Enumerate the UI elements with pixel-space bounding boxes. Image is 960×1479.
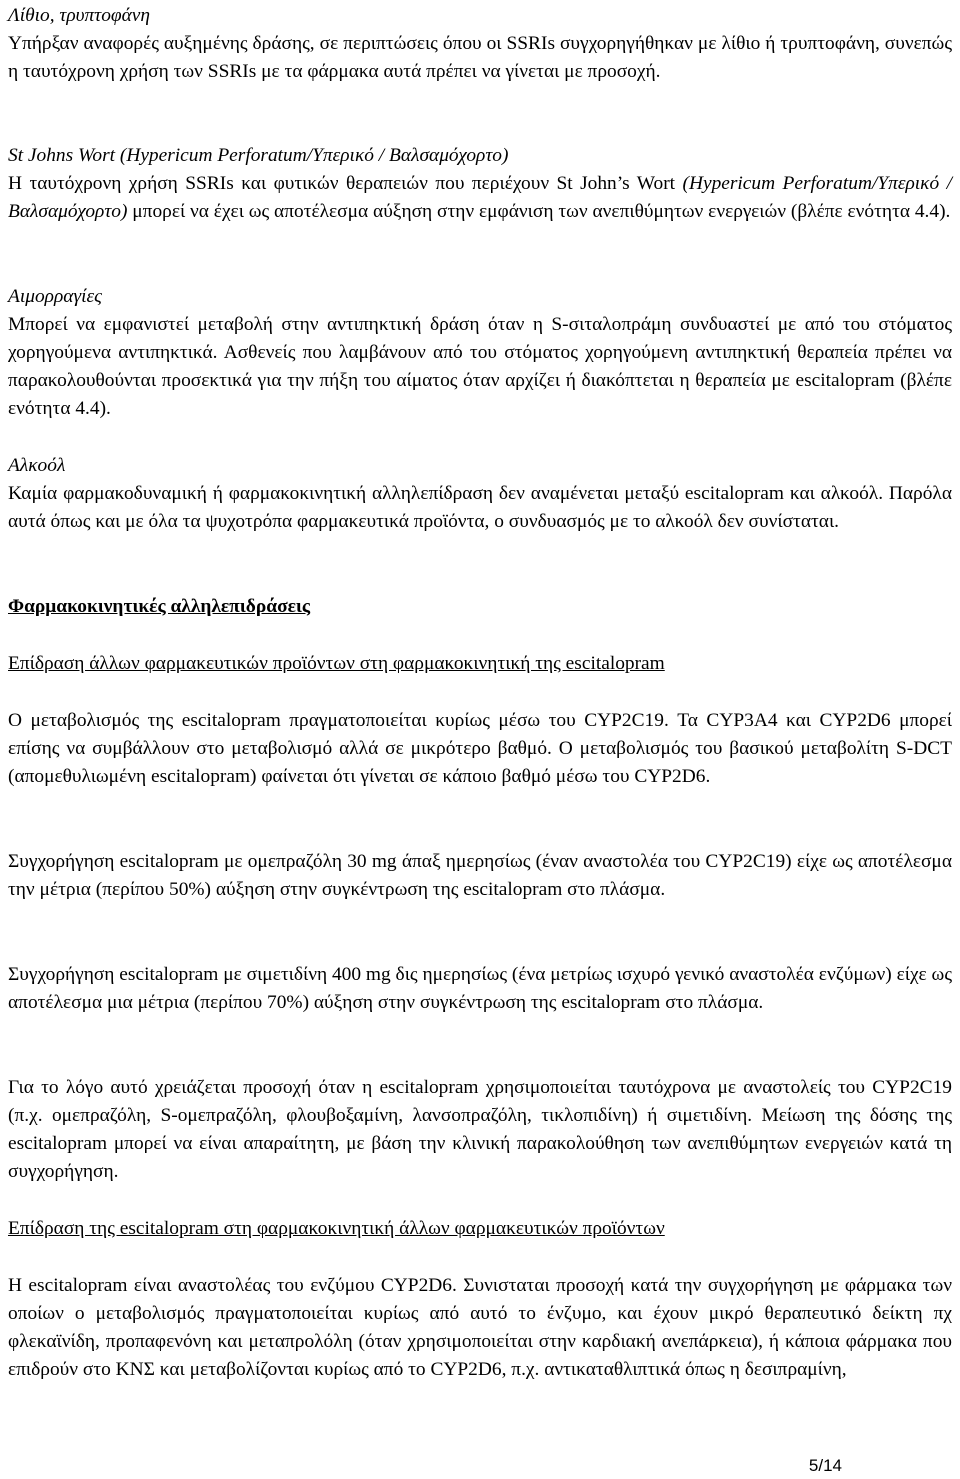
section-title-lithium: Λίθιο, τρυπτοφάνη: [8, 5, 151, 26]
section-title-stjohns: St Johns Wort (Hypericum Perforatum/Υπερικό / Βαλσαμόχορτο): [8, 145, 509, 166]
page-number: 5/14: [808, 1456, 842, 1475]
paragraph-stjohns-post: μπορεί να έχει ως αποτέλεσμα αύξηση στην εμφάνιση των ανεπιθύμητων ενεργειών (βλέπε ενότητα 4.4).: [127, 201, 951, 222]
section-bleeding: [8, 283, 952, 423]
subheading-effect-on-escitalopram: Επίδραση άλλων φαρμακευτικών προϊόντων στη φαρμακοκινητική της escitalopram: [8, 653, 665, 674]
section-title-alcohol: Αλκοόλ: [8, 455, 66, 476]
paragraph-lithium: Υπήρξαν αναφορές αυξημένης δράσης, σε περιπτώσεις όπου οι SSRIs συγχορηγήθηκαν με λίθιο ή τρυπτοφάνη, συνεπώς η ταυτόχρονη χρήση των SSRIs με τα φάρμακα αυτά πρέπει να γίνεται με προσοχή.: [8, 33, 952, 82]
paragraph-alcohol: Καμία φαρμακοδυναμική ή φαρμακοκινητική αλληλεπίδραση δεν αναμένεται μεταξύ escitalopram και αλκοόλ. Παρόλα αυτά όπως και με όλα τα ψυχοτρόπα φαρμακευτικά προϊόντα, ο συνδυασμός με το αλκοόλ δεν συνίσταται.: [8, 483, 952, 532]
paragraph-caution: Για το λόγο αυτό χρειάζεται προσοχή όταν η escitalopram χρησιμοποιείται ταυτόχρονα με αναστολείς του CYP2C19 (π.χ. ομεπραζόλη, S-ομεπραζόλη, φλουβοξαμίνη, λανσοπραζόλη, τικλοπιδίνη) ή σιμετιδίνη. Μείωση της δόσης της escitalopram μπορεί να είναι απαραίτητη, με βάση την κλινική παρακολούθηση των ανεπιθύμητων ενεργειών κατά τη συγχορήγηση.: [8, 1077, 952, 1182]
paragraph-stjohns-italic: (Hypericum Perforatum/Υπερικό / Βαλσαμόχορτο): [8, 173, 952, 222]
section-alcohol: [8, 452, 952, 536]
paragraph-omeprazole: Συγχορήγηση escitalopram με ομεπραζόλη 30 mg άπαξ ημερησίως (έναν αναστολέα του CYP2C19) είχε ως αποτέλεσμα την μέτρια (περίπου 50%) αύξηση στην συγκέντρωση της escitalopram στο πλάσμα.: [8, 851, 952, 900]
section-lithium: [8, 2, 952, 86]
section-stjohns: [8, 142, 952, 226]
paragraph-stjohns: [8, 170, 952, 226]
paragraph-cimetidine: Συγχορήγηση escitalopram με σιμετιδίνη 400 mg δις ημερησίως (ένα μετρίως ισχυρό γενικό αναστολέα ενζύμων) είχε ως αποτέλεσμα μια μέτρια (περίπου 70%) αύξηση στην συγκέντρωση της escitalopram στο πλάσμα.: [8, 964, 952, 1013]
section-title-bleeding: Αιμορραγίες: [8, 286, 102, 307]
heading-pk-interactions: Φαρμακοκινητικές αλληλεπιδράσεις: [8, 596, 311, 617]
subheading-effect-of-escitalopram: Επίδραση της escitalopram στη φαρμακοκινητική άλλων φαρμακευτικών προϊόντων: [8, 1218, 665, 1239]
paragraph-bleeding: Μπορεί να εμφανιστεί μεταβολή στην αντιπηκτική δράση όταν η S-σιταλοπράμη συνδυαστεί με από του στόματος χορηγούμενα αντιπηκτικά. Ασθενείς που λαμβάνουν από του στόματος χορηγούμενη αντιπηκτική θεραπεία πρέπει να παρακολουθούνται προσεκτικά για την πήξη του αίματος όταν αρχίζει ή διακόπτεται η θεραπεία με escitalopram (βλέπε ενότητα 4.4).: [8, 314, 952, 419]
paragraph-metabolism: Ο μεταβολισμός της escitalopram πραγματοποιείται κυρίως μέσω του CYP2C19. Τα CYP3A4 και CYP2D6 μπορεί επίσης να συμβάλλουν στο μεταβολισμό αλλά σε μικρότερο βαθμό. Ο μεταβολισμός του βασικού μεταβολίτη S-DCT (απομεθυλιωμένη escitalopram) φαίνεται ότι γίνεται σε κάποιο βαθμό μέσω του CYP2D6.: [8, 710, 952, 787]
paragraph-cyp2d6: Η escitalopram είναι αναστολέας του ενζύμου CYP2D6. Συνισταται προσοχή κατά την συγχορήγηση με φάρμακα των οποίων ο μεταβολισμός πραγματοποιείται κυρίως από αυτό το ένζυμο, και έχουν μικρό θεραπευτικό δείκτη πχ φλεκαϊνίδη, προπαφενόνη και μεταπρολόλη (όταν χρησιμοποιείται στην καρδιακή ανεπάρκεια), ή κάποια φάρμακα που επιδρούν στο ΚΝΣ και μεταβολίζονται κυρίως από το CYP2D6, π.χ. αντικαταθλιπτικά όπως η δεσιπραμίνη,: [8, 1275, 952, 1380]
paragraph-stjohns-pre: Η ταυτόχρονη χρήση SSRIs και φυτικών θεραπειών που περιέχουν St John’s Wort: [8, 173, 683, 194]
